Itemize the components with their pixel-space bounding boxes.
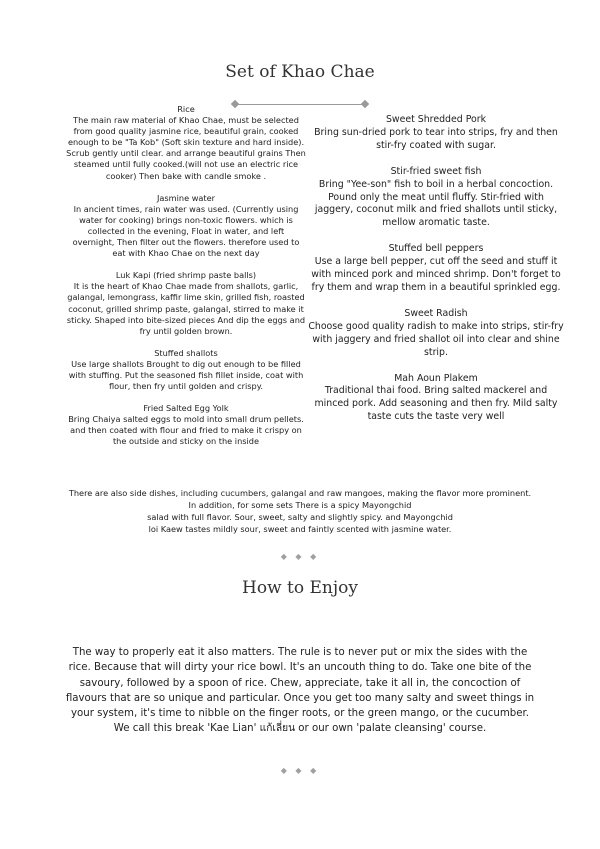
side-dishes-line: There are also side dishes, including cucumbers, galangal and raw mangoes, making the flavor more prominent.	[68, 488, 532, 498]
item-heading: Sweet Shredded Pork	[385, 114, 487, 125]
item-description: Choose good quality radish to make into strips, stir-fry with jaggery and fried shallot oil into clear and shine strip.	[308, 320, 564, 358]
menu-item	[308, 243, 564, 295]
item-heading: Fried Salted Egg Yolk	[143, 403, 229, 414]
item-heading: Stir-fried sweet fish	[390, 165, 482, 177]
item-heading: Mah Aoun Plakem	[394, 372, 478, 384]
menu-item	[308, 114, 564, 153]
item-description: Bring "Yee-son" fish to boil in a herbal concoction. Pound only the meat until fluffy. Stir-fried with jaggery, coconut milk and fried shallots until sticky, mellow aromatic taste.	[314, 178, 558, 229]
item-heading: Sweet Radish	[404, 307, 468, 319]
section-separator-diamonds: ◆ ◆ ◆	[280, 552, 320, 561]
menu-item	[308, 373, 564, 425]
item-heading: Rice	[177, 104, 195, 114]
side-dishes-line: loi Kaew tastes mildly sour, sweet and faintly scented with jasmine water.	[148, 524, 452, 534]
section-title-khao-chae: Set of Khao Chae	[225, 62, 375, 82]
menu-item	[66, 403, 306, 447]
item-heading: Stuffed bell peppers	[388, 243, 484, 255]
item-description: Bring Chaiya salted eggs to mold into small drum pellets. and then coated with flour and fried to make it crispy on the outside and sticky on the inside	[68, 414, 304, 447]
footer-diamonds: ◆ ◆ ◆	[280, 766, 320, 775]
item-description: The main raw material of Khao Chae, must be selected from good quality jasmine rice, beautiful grain, cooked enough to be "Ta Kob" (Soft skin texture and hard inside). Scrub gently until clear. and arrange beautiful grains Then steamed until fully cooked.(will not use an electric rice cooker) Then bake with candle smoke .	[66, 115, 306, 181]
how-to-enjoy-paragraph: The way to properly eat it also matters. The rule is to never put or mix the sides with the rice. Because that will dirty your rice bowl. It's an uncouth thing to do. Take one bite of the savoury, followed by a spoon of rice. Chew, appreciate, take it all in, the concoction of flavours that are so unique and particular. Once you get too many salty and sweet things in your system, it's time to nibble on the finger roots, or the green mango, or the cucumber. We call this break 'Kae Lian' แก้เลี่ยน or our own 'palate cleansing' course.	[65, 647, 535, 735]
item-heading: Stuffed shallots	[154, 347, 218, 358]
menu-item	[308, 166, 564, 231]
item-description: Use large shallots Brought to dig out enough to be filled with stuffing. Put the seasoned fish fillet inside, coat with flour, then fry until golden and crispy.	[68, 358, 304, 392]
item-description: Bring sun-dried pork to tear into strips, fry and then stir-fry coated with sugar.	[314, 126, 558, 151]
side-dishes-line: In addition, for some sets There is a spicy Mayongchid	[188, 500, 412, 510]
item-heading: Luk Kapi (fried shrimp paste balls)	[115, 270, 257, 281]
right-column	[308, 114, 564, 437]
section-title-how-to-enjoy: How to Enjoy	[242, 578, 358, 598]
side-dishes-note	[66, 487, 534, 535]
left-column	[66, 104, 306, 459]
item-description: In ancient times, rain water was used. (Currently using water for cooking) brings non-toxic flowers. which is collected in the evening, Float in water, and left overnight, Then filter out the flowers. therefore used to eat with Khao Chae on the next day	[72, 203, 300, 259]
item-description: Traditional thai food. Bring salted mackerel and minced pork. Add seasoning and then fry. Mild salty taste cuts the taste very well	[314, 385, 558, 423]
menu-item	[66, 193, 306, 260]
divider-end-diamond	[361, 100, 369, 108]
item-description: It is the heart of Khao Chae made from shallots, garlic, galangal, lemongrass, kaffir lime skin, grilled fish, roasted coconut, grilled shrimp paste, galangal, stirred to make it sticky. Shaped into bite-sized pieces And dip the eggs and fry until golden brown.	[66, 281, 306, 336]
item-description: Use a large bell pepper, cut off the seed and stuff it with minced pork and minced shrimp. Don't forget to fry them and wrap them in a beautiful sprinkled egg.	[311, 256, 561, 293]
menu-item	[66, 348, 306, 392]
side-dishes-line: salad with full flavor. Sour, sweet, salty and slightly spicy. and Mayongchid	[147, 512, 453, 522]
item-heading: Jasmine water	[156, 192, 216, 203]
menu-item	[66, 104, 306, 182]
menu-item	[66, 270, 306, 337]
menu-item	[308, 308, 564, 360]
